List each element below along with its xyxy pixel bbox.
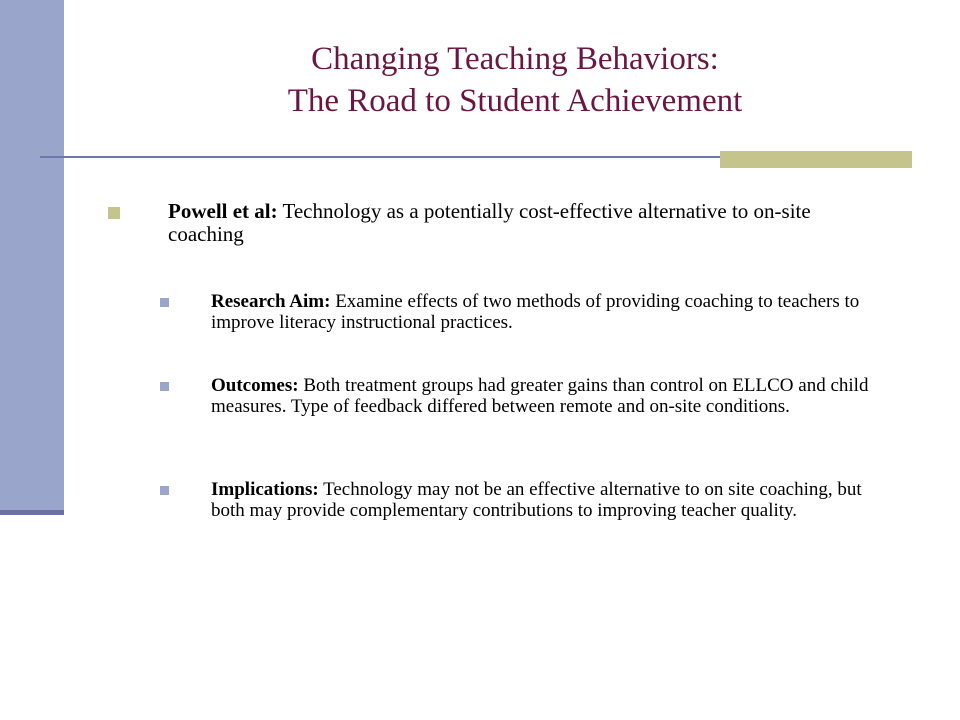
square-bullet-icon [160,486,169,495]
main-bullet [108,200,888,246]
square-bullet-icon [160,298,169,307]
left-bar-shadow [0,510,64,515]
main-bullet-label: Powell et al: [168,199,278,223]
slide-title [100,38,930,122]
title-divider-accent [720,151,912,168]
square-bullet-icon [160,382,169,391]
main-bullet-text [168,200,888,246]
main-bullet-body: Technology as a potentially cost-effective alternative to on-site coaching [168,199,811,246]
sub-bullet-text [211,479,900,521]
sub-bullet-implications [160,479,900,521]
sub-bullet-label: Implications: [211,479,319,500]
slide-title-line-2: The Road to Student Achievement [287,83,743,119]
sub-bullet-text [211,291,900,333]
sub-bullet-outcomes [160,375,900,417]
sub-bullet-label: Outcomes: [211,375,299,396]
sub-bullet-text [211,375,900,417]
sub-bullet-body: Technology may not be an effective alternative to on site coaching, but both may provide complementary contributions to improving teacher quality. [211,479,862,521]
sub-bullet-body: Examine effects of two methods of providing coaching to teachers to improve literacy instructional practices. [211,291,860,333]
sub-bullet-research-aim [160,291,900,333]
slide-title-line-1: Changing Teaching Behaviors: [311,41,719,77]
sub-bullet-label: Research Aim: [211,291,331,312]
sub-bullet-body: Both treatment groups had greater gains than control on ELLCO and child measures. Type of feedback differed between remote and on-site conditions. [211,375,869,417]
square-bullet-icon [108,207,120,219]
left-decorative-bar [0,0,64,512]
